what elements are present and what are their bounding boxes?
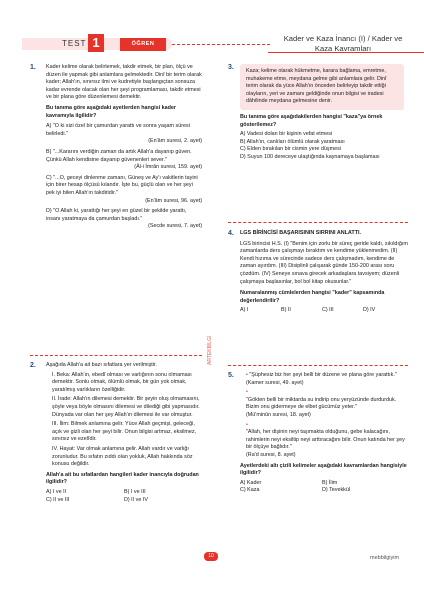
question-stem: Numaralanmış cümlelerden hangisi "kader" kapsamında değerlendirilir? (240, 290, 385, 304)
question-number: 1. (30, 64, 36, 71)
test-number: 1 (88, 34, 104, 52)
page-title: Kader ve Kaza İnancı (I) / Kader ve Kaza Kavramları (283, 34, 403, 53)
question-5 (228, 372, 408, 495)
question-number: 4. (228, 230, 234, 237)
option-c[interactable]: C) Elden bırakılan bir cismin yere düşmesi (240, 146, 341, 153)
option-a[interactable]: A) "O ki sizi özel bir çamurdan yarattı ve sonra yaşam süresi belirledi." (En'âm suresi, 2. ayet) (46, 123, 202, 145)
option-c[interactable]: C) "...O, geceyi dinlenme zamanı, Güneş ve Ay'ı vakitlerin tayini için birer hesap ölçüsü kılandır. İşte bu, güçlü olan ve her şeyi pek iyi bilen Allah'ın takdiridir." (En'âm suresi, 96. ayet) (46, 174, 202, 204)
option-d[interactable]: D) IV (363, 307, 376, 314)
question-stem: Bu tanıma göre aşağıdaki ayetlerden hangisi kader kavramıyla ilgilidir? (46, 104, 177, 119)
definition-box: Kaza; kelime olarak hükmetme, karara bağlama, emretme, muhakeme etme, meydana gelme gibi anlamlara gelir. Dinî terim olarak da yüce Allah'ın önceden belirleyip takdir ettiği olayların, yeri ve zamanı geldiğinde onun bilgisi ve iradesi dâhilinde meydana gelmesine denir. (240, 64, 404, 110)
question-number: 2. (30, 362, 36, 369)
option-c[interactable]: C) III (322, 307, 334, 314)
option-b[interactable]: B) II (281, 307, 291, 314)
option-c[interactable]: C) II ve III (46, 496, 70, 503)
option-b[interactable]: B) İlim (322, 479, 338, 486)
question-divider (228, 222, 408, 223)
question-divider (30, 355, 202, 356)
option-a[interactable]: A) I ve II (46, 488, 67, 495)
question-2 (30, 362, 202, 504)
option-d[interactable]: D) Tevekkül (322, 487, 351, 494)
section-label: ÖĞREN (120, 38, 166, 51)
question-stem: Allah'a ait bu sıfatlardan hangileri kader inancıyla doğrudan ilgilidir? (46, 471, 199, 486)
test-label: TEST (62, 39, 87, 48)
verse-3: • "Allah, her dişinin neyi taşımakta olduğunu, gebe kalacağını, rahimlerin neyi eksiltip neyi arttıracağını bilir. Onun katında her şey bir ölçüye bağlıdır."(Ra'd suresi, 8. ayet) (246, 421, 405, 458)
option-d[interactable]: D) II ve IV (124, 496, 148, 503)
option-b[interactable]: B) I ve III (124, 488, 146, 495)
question-intro: Aşağıda Allah'a ait bazı sıfatlara yer verilmiştir. (46, 362, 157, 368)
option-c[interactable]: C) Kaza (240, 487, 260, 494)
brand-logo: mebbilgiyim (370, 555, 400, 561)
option-a[interactable]: A) Kader (240, 479, 262, 486)
question-intro: Kader kelime olarak belirlemek, takdir etmek, bir plan, ölçü ve düzen ile yapmak gibi anlamlara gelmektedir. Dinî bir terim olarak kader; Allah'ın, sınırsız ilmi ve kudretiyle başlangıçtan sonsuza kadar evrende olacak olan her şeyi programlaması, takdir etmesi ve bir plana göre düzenlemesi demektir. (46, 64, 202, 101)
header-divider (172, 44, 270, 45)
option-d[interactable]: D) Suyun 100 dereceye ulaştığında kaynamaya başlaması (240, 153, 380, 160)
question-number: 5. (228, 372, 234, 379)
statement-ii: II. İrade: Allah'ın dilemesi demektir. Bir şeyin oluş olmamasını, şöyle veya böyle olmasını dilemesi ve dilediği gibi yapmasıdır. Dünyada var olan her şey Allah'ın dilemesi ile var olmuştur. (52, 396, 200, 418)
statement-i: I. Beka: Allah'ın, ebedî olması ve varlığının sonu olmaması demektir. Sonlu olmak, ölümlü olmak, bir gün yok olmak, yaratılmış varlıkların özelliğidir. (52, 371, 192, 393)
question-4 (228, 230, 408, 315)
statement-iv: IV. Hayat: Var olmak anlamına gelir. Allah vardır ve varlığı zorunludur. Bu sıfatın zıddı olan yokluk, Allah hakkında söz konusu değildir. (52, 445, 193, 468)
page-number: 10 (204, 552, 218, 561)
question-3 (228, 64, 408, 162)
question-stem: Bu tanıma göre aşağıdakilerden hangisi "kaza"ya örnek gösterilemez? (240, 113, 383, 128)
question-stem: Ayetlerdeki altı çizili kelimeler aşağıdaki kavramlardan hangisiyle ilgilidir? (240, 462, 407, 477)
statement-iii: III. İlim: Bilmek anlamına gelir. Yüce Allah geçmişi, geleceği, açık ve gizli olan her şeyi bilir. Onun bilgisi artmaz, eksilmez, sınırsız ve ezelîdir. (52, 421, 197, 443)
news-text: LGS birincisi H.S. (I) "Benim için zorlu bir süreç geride kaldı, sıkıldığım zamanlarda ders çalışmayı bıraktım ve kendime yüklenmedim. (II) Kendi hızıma ve sürecinde sadece ders çalışmadım, kendime de zaman ayırdım. (III) Disiplinli çalışarak günde 150-200 arası soru çözdüm. (IV) Seneye sınava girecek arkadaşlara tavsiyem; düzenli çalışmaya başlasınlar, bol bol kitap okusunlar." (240, 240, 408, 285)
header-underline (268, 52, 424, 53)
question-number: 3. (228, 64, 234, 71)
option-d[interactable]: D) "O Allah ki, yarattığı her şeyi en güzel bir şekilde yarattı, insanı yaratmaya da çamurdan başladı." (Secde suresi, 7. ayet) (46, 208, 202, 230)
option-a[interactable]: A) I (240, 307, 249, 314)
option-b[interactable]: B) "...Kararını verdiğin zaman da artık Allah'a dayanıp güven. Çünkü Allah kendisine dayanıp güvenenleri sever." (Âl-i İmrân suresi, 159. ayet) (46, 148, 202, 171)
question-divider (228, 365, 408, 366)
verse-1: • "Şüphesiz biz her şeyi belli bir düzene ve plana göre yarattık."(Kamer suresi, 49. ayet) (246, 372, 397, 386)
side-watermark: ARTEKBİLGİ (207, 335, 213, 365)
news-heading: LGS BİRİNCİSİ BAŞARISININ SIRRINI ANLATTI. (240, 230, 361, 236)
verse-2: • "Gökten belli bir miktarda su indirip onu yeryüzünde durdurduk. Bizim onu gidermeye de elbet gücümüz yeter."(Mü'minûn suresi, 18. ayet) (246, 389, 397, 418)
option-b[interactable]: B) Allah'ın, canlıları ölümlü olarak yaratması (240, 138, 345, 145)
question-1 (30, 64, 202, 231)
option-a[interactable]: A) Vadesi dolan bir kişinin vefat etmesi (240, 131, 333, 138)
